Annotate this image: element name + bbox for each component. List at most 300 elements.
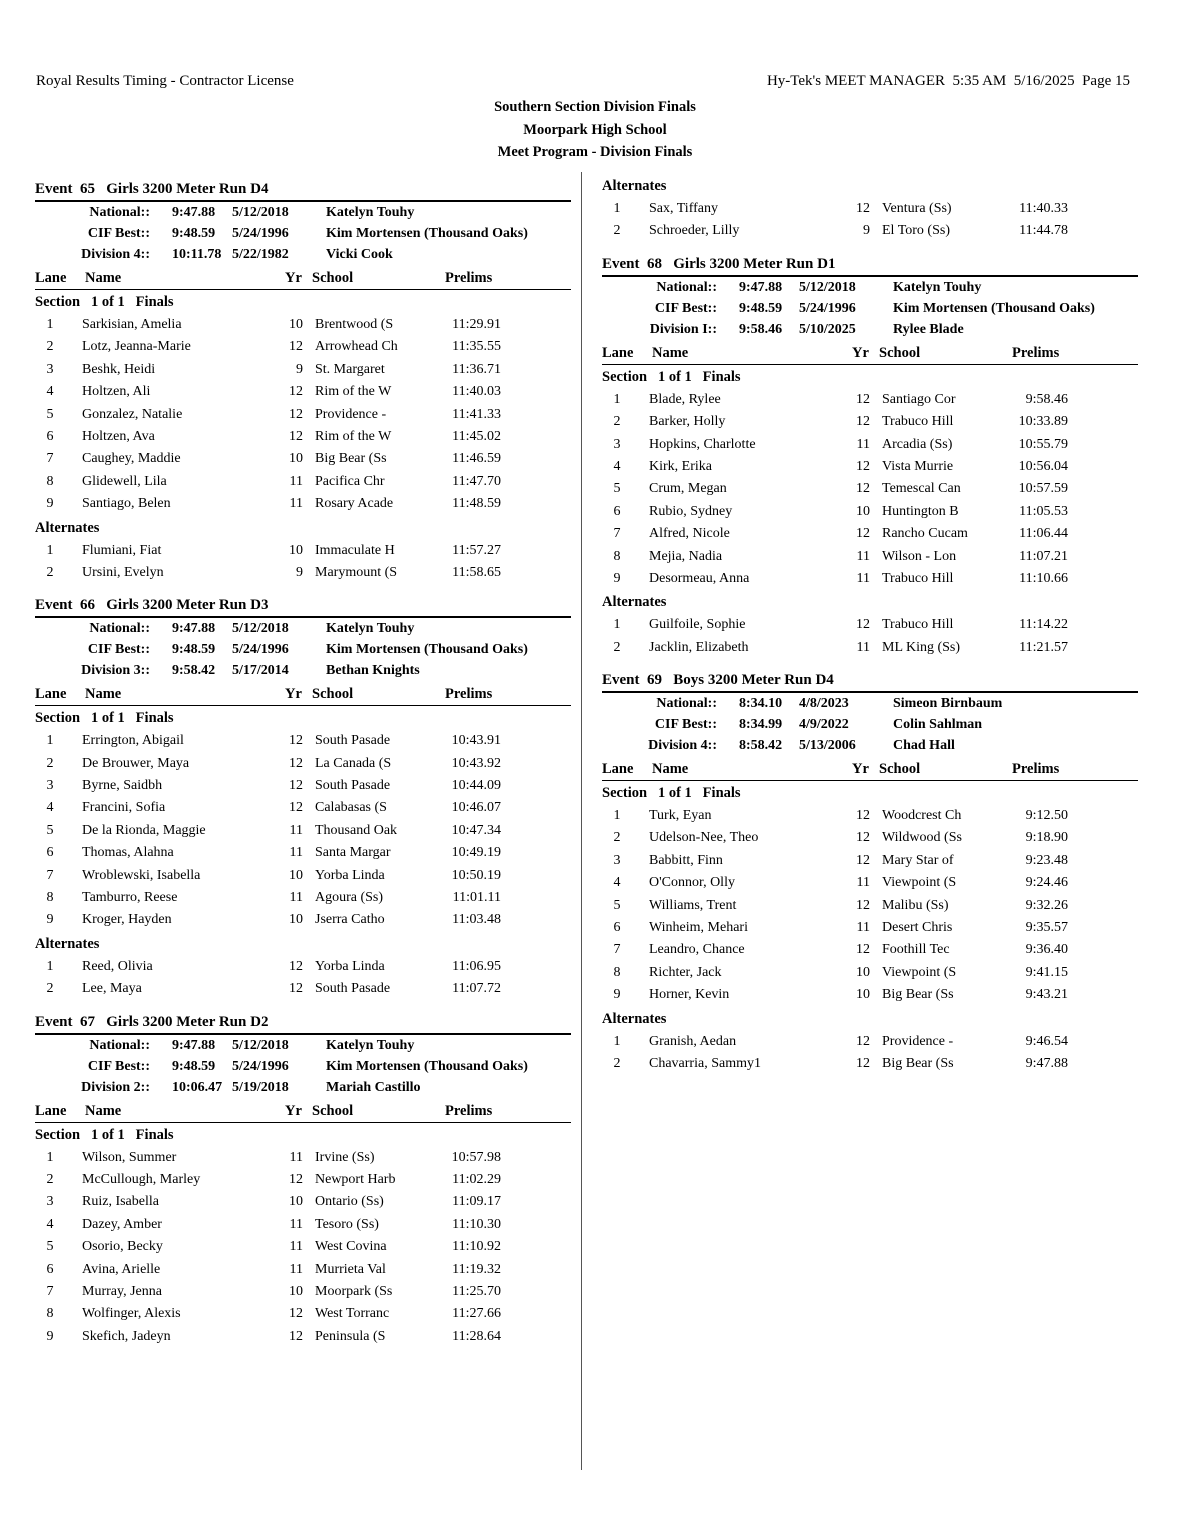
cell-school: West Torranc — [315, 1306, 390, 1322]
cell-yr: 12 — [856, 942, 870, 958]
cell-school: La Canada (S — [315, 755, 392, 771]
cell-school: Arrowhead Ch — [315, 339, 398, 355]
cell-yr: 10 — [289, 867, 303, 883]
cell-lane: 4 — [46, 384, 54, 400]
cell-name: Horner, Kevin — [649, 987, 730, 1003]
cell-name: Barker, Holly — [649, 414, 726, 430]
column-lane: Lane — [602, 761, 634, 778]
column-prelims: Prelims — [445, 686, 493, 703]
event-gap — [35, 1348, 571, 1354]
cell-school: Rosary Acade — [315, 496, 394, 512]
cell-school: Rim of the W — [315, 384, 392, 400]
table-row — [35, 1236, 571, 1258]
event-title: Event 69 Boys 3200 Meter Run D4 — [602, 672, 834, 689]
cell-time: 9:47.88 — [1025, 1055, 1068, 1071]
cell-time: 11:47.70 — [452, 473, 501, 489]
cell-lane: 1 — [46, 733, 54, 749]
cell-time: 10:56.04 — [1018, 458, 1068, 474]
section-label: Section 1 of 1 Finals — [602, 368, 741, 385]
column-prelims: Prelims — [1012, 761, 1060, 778]
cell-school: Marymount (S — [315, 564, 398, 580]
cell-time: 9:12.50 — [1025, 808, 1068, 824]
cell-name: Beshk, Heidi — [82, 361, 156, 377]
cell-time: 11:06.95 — [452, 958, 501, 974]
column-prelims: Prelims — [445, 1102, 493, 1119]
record-holder: Simeon Birnbaum — [893, 696, 1003, 712]
cell-yr: 11 — [289, 822, 303, 838]
cell-yr: 11 — [856, 639, 870, 655]
cell-lane: 1 — [613, 201, 621, 216]
cell-lane: 3 — [613, 436, 621, 452]
cell-lane: 2 — [613, 223, 621, 239]
table-row — [35, 493, 571, 515]
cell-yr: 12 — [289, 958, 303, 974]
table-row — [602, 434, 1138, 456]
cell-time: 10:50.19 — [451, 867, 501, 883]
record-time: 10:11.78 — [172, 247, 222, 262]
column-yr: Yr — [852, 344, 869, 361]
record-date: 5/12/2018 — [799, 279, 856, 295]
cell-lane: 7 — [46, 867, 54, 883]
record-row — [35, 1077, 571, 1098]
table-row — [35, 314, 571, 336]
cell-yr: 11 — [289, 890, 303, 906]
event-gap — [35, 584, 571, 590]
cell-time: 10:47.34 — [451, 822, 501, 838]
column-name: Name — [85, 270, 122, 286]
cell-school: Ontario (Ss) — [315, 1194, 384, 1210]
cell-name: Udelson-Nee, Theo — [649, 830, 759, 846]
record-holder: Bethan Knights — [326, 663, 420, 679]
record-label: CIF Best:: — [87, 226, 150, 241]
record-row — [35, 639, 571, 660]
cell-time: 11:35.55 — [452, 339, 501, 355]
record-row — [602, 277, 1138, 298]
alternates-label: Alternates — [35, 519, 100, 536]
cell-school: South Pasade — [315, 733, 391, 749]
cell-school: ML King (Ss) — [882, 639, 961, 655]
cell-time: 11:25.70 — [452, 1283, 501, 1299]
cell-lane: 7 — [46, 1283, 54, 1299]
cell-name: Leandro, Chance — [649, 942, 745, 958]
column-yr: Yr — [852, 761, 869, 778]
left-column — [35, 174, 571, 1354]
table-row — [602, 478, 1138, 500]
cell-school: Viewpoint (S — [882, 964, 957, 980]
cell-name: Skefich, Jadeyn — [82, 1328, 171, 1344]
record-holder: Katelyn Touhy — [893, 279, 982, 295]
cell-school: Irvine (Ss) — [315, 1149, 375, 1165]
record-date: 5/19/2018 — [232, 1079, 289, 1095]
cell-yr: 12 — [289, 406, 303, 422]
cell-lane: 9 — [46, 496, 54, 512]
cell-school: Huntington B — [882, 503, 959, 519]
cell-name: Tamburro, Reese — [82, 890, 178, 906]
event-gap — [35, 1001, 571, 1007]
cell-time: 10:49.19 — [451, 845, 501, 861]
record-holder: Katelyn Touhy — [326, 1037, 415, 1053]
cell-yr: 11 — [289, 496, 303, 512]
cell-lane: 2 — [46, 1171, 54, 1187]
cell-time: 11:21.57 — [1019, 639, 1068, 655]
cell-school: Santiago Cor — [882, 391, 956, 407]
cell-time: 11:07.72 — [452, 981, 501, 997]
section-label: Section 1 of 1 Finals — [602, 785, 741, 802]
record-date: 4/8/2023 — [799, 696, 849, 712]
column-name: Name — [652, 761, 689, 778]
cell-lane: 2 — [613, 830, 621, 846]
table-row — [35, 820, 571, 842]
cell-name: Gonzalez, Natalie — [82, 406, 183, 422]
cell-lane: 8 — [46, 473, 54, 489]
column-school: School — [312, 686, 354, 703]
cell-name: Glidewell, Lila — [82, 473, 167, 489]
cell-lane: 1 — [46, 317, 54, 332]
cell-lane: 3 — [46, 1194, 54, 1210]
record-label: National:: — [89, 621, 150, 637]
record-label: Division I:: — [649, 321, 717, 337]
table-row — [35, 1147, 571, 1169]
cell-time: 10:55.79 — [1018, 436, 1068, 452]
cell-time: 11:40.33 — [1019, 201, 1068, 216]
record-row — [35, 618, 571, 639]
cell-school: Arcadia (Ss) — [882, 436, 953, 452]
record-holder: Katelyn Touhy — [326, 205, 415, 220]
cell-school: Vista Murrie — [882, 458, 954, 474]
cell-yr: 11 — [289, 1261, 303, 1277]
record-time: 9:48.59 — [172, 1058, 216, 1074]
cell-yr: 9 — [296, 361, 303, 377]
cell-school: Big Bear (Ss — [882, 987, 954, 1003]
record-label: National:: — [89, 205, 150, 220]
cell-yr: 10 — [289, 1283, 303, 1299]
cell-name: Granish, Aedan — [649, 1033, 737, 1049]
cell-name: De Brouwer, Maya — [82, 755, 190, 771]
column-header-row — [35, 1100, 571, 1123]
cell-name: Williams, Trent — [649, 897, 737, 913]
table-row — [35, 404, 571, 426]
cell-yr: 12 — [856, 852, 870, 868]
event-block — [35, 594, 571, 1006]
cell-school: Desert Chris — [882, 920, 953, 936]
cell-name: Avina, Arielle — [82, 1261, 161, 1277]
record-holder: Chad Hall — [893, 738, 955, 754]
cell-time: 9:41.15 — [1025, 964, 1068, 980]
cell-school: Yorba Linda — [315, 867, 385, 883]
record-time: 9:58.46 — [739, 321, 783, 337]
table-row — [35, 978, 571, 1000]
cell-name: Richter, Jack — [649, 964, 722, 980]
record-label: National:: — [656, 696, 717, 712]
event-block — [602, 669, 1138, 1081]
record-label: CIF Best:: — [87, 642, 150, 658]
cell-name: Wilson, Summer — [82, 1149, 177, 1165]
event-block — [602, 253, 1138, 665]
record-label: CIF Best:: — [654, 300, 717, 316]
meet-title: Southern Section Division Finals — [494, 99, 696, 115]
record-holder: Vicki Cook — [326, 247, 393, 262]
cell-lane: 8 — [46, 1306, 54, 1322]
cell-name: Desormeau, Anna — [649, 570, 750, 586]
record-label: National:: — [656, 279, 717, 295]
cell-school: Wildwood (Ss — [882, 830, 962, 846]
cell-name: Caughey, Maddie — [82, 451, 181, 467]
record-holder: Kim Mortensen (Thousand Oaks) — [326, 226, 528, 241]
cell-time: 9:18.90 — [1025, 830, 1068, 846]
cell-school: Temescal Can — [882, 481, 961, 497]
cell-name: Ruiz, Isabella — [82, 1194, 159, 1210]
cell-lane: 9 — [46, 1328, 54, 1344]
table-row — [35, 540, 571, 562]
record-row — [35, 1035, 571, 1056]
cell-name: Ursini, Evelyn — [82, 564, 164, 580]
table-row — [35, 359, 571, 381]
cell-lane: 2 — [46, 981, 54, 997]
record-time: 9:48.59 — [172, 226, 216, 241]
header-left: Royal Results Timing - Contractor License — [36, 73, 294, 89]
cell-lane: 2 — [46, 339, 54, 355]
cell-time: 9:43.21 — [1025, 987, 1068, 1003]
cell-lane: 6 — [613, 920, 621, 936]
cell-name: Crum, Megan — [649, 481, 727, 497]
table-row — [602, 984, 1138, 1006]
record-row — [602, 714, 1138, 735]
cell-school: Rim of the W — [315, 428, 392, 444]
cell-lane: 4 — [46, 1216, 54, 1232]
record-time: 8:34.99 — [739, 717, 783, 733]
cell-time: 10:33.89 — [1018, 414, 1068, 430]
table-row — [602, 962, 1138, 984]
cell-lane: 7 — [46, 451, 54, 467]
cell-time: 11:45.02 — [452, 428, 501, 444]
cell-lane: 9 — [613, 570, 621, 586]
cell-lane: 8 — [613, 964, 621, 980]
table-row — [35, 865, 571, 887]
record-row — [35, 660, 571, 681]
cell-yr: 11 — [856, 920, 870, 936]
cell-lane: 4 — [613, 875, 621, 891]
cell-name: Turk, Eyan — [649, 808, 712, 824]
record-time: 9:47.88 — [172, 1037, 216, 1053]
cell-lane: 9 — [46, 912, 54, 928]
cell-name: De la Rionda, Maggie — [82, 822, 206, 838]
cell-yr: 11 — [856, 570, 870, 586]
cell-name: Blade, Rylee — [649, 391, 721, 407]
table-row — [602, 220, 1138, 242]
cell-yr: 12 — [289, 778, 303, 794]
table-row — [602, 546, 1138, 568]
column-yr: Yr — [285, 270, 302, 286]
cell-name: Lee, Maya — [82, 981, 142, 997]
alternates-label: Alternates — [35, 935, 100, 952]
cell-name: Thomas, Alahna — [82, 845, 174, 861]
cell-lane: 1 — [613, 391, 621, 407]
cell-yr: 12 — [856, 201, 870, 216]
event-gap — [602, 659, 1138, 665]
section-label: Section 1 of 1 Finals — [35, 1126, 174, 1143]
column-header-row — [35, 683, 571, 706]
record-time: 9:47.88 — [172, 621, 216, 637]
cell-lane: 1 — [46, 542, 54, 558]
cell-time: 11:09.17 — [452, 1194, 501, 1210]
cell-lane: 6 — [46, 428, 54, 444]
record-date: 5/13/2006 — [799, 738, 856, 754]
cell-name: Alfred, Nicole — [649, 526, 730, 542]
cell-lane: 7 — [613, 942, 621, 958]
cell-time: 11:36.71 — [452, 361, 501, 377]
column-school: School — [879, 344, 921, 361]
cell-time: 10:57.59 — [1018, 481, 1068, 497]
cell-school: Rancho Cucam — [882, 526, 968, 542]
cell-name: Kirk, Erika — [649, 458, 712, 474]
cell-school: West Covina — [315, 1239, 387, 1255]
cell-time: 11:48.59 — [452, 496, 501, 512]
cell-time: 10:43.91 — [451, 733, 501, 749]
cell-yr: 11 — [289, 1149, 303, 1165]
cell-name: Francini, Sofia — [82, 800, 166, 816]
column-header-row — [602, 758, 1138, 781]
cell-school: Tesoro (Ss) — [315, 1216, 379, 1232]
cell-name: Sarkisian, Amelia — [82, 317, 182, 332]
cell-yr: 12 — [289, 428, 303, 444]
cell-name: Dazey, Amber — [82, 1216, 162, 1232]
cell-name: Rubio, Sydney — [649, 503, 733, 519]
table-row — [35, 471, 571, 493]
cell-school: Moorpark (Ss — [315, 1283, 393, 1299]
record-date: 5/22/1982 — [232, 247, 289, 262]
cell-lane: 1 — [613, 617, 621, 633]
cell-name: Lotz, Jeanna-Marie — [82, 339, 191, 355]
cell-school: Newport Harb — [315, 1171, 396, 1187]
table-row — [602, 917, 1138, 939]
cell-name: Holtzen, Ava — [82, 428, 155, 444]
record-row — [602, 319, 1138, 340]
cell-school: Santa Margar — [315, 845, 391, 861]
cell-yr: 12 — [856, 414, 870, 430]
cell-lane: 5 — [46, 406, 54, 422]
table-row — [35, 730, 571, 752]
record-date: 5/24/1996 — [232, 226, 289, 241]
column-lane: Lane — [35, 1102, 67, 1119]
table-row — [602, 456, 1138, 478]
right-column — [602, 174, 1138, 1081]
cell-school: Big Bear (Ss — [882, 1055, 954, 1071]
cell-yr: 12 — [856, 897, 870, 913]
column-lane: Lane — [35, 686, 67, 703]
column-school: School — [879, 761, 921, 778]
cell-yr: 12 — [289, 1306, 303, 1322]
cell-yr: 11 — [856, 875, 870, 891]
table-row — [602, 637, 1138, 659]
cell-school: Trabuco Hill — [882, 570, 954, 586]
meet-venue: Moorpark High School — [523, 121, 667, 138]
record-row — [35, 1056, 571, 1077]
alternates-label: Alternates — [602, 594, 667, 611]
cell-lane: 3 — [613, 852, 621, 868]
column-yr: Yr — [285, 1102, 302, 1119]
record-holder: Kim Mortensen (Thousand Oaks) — [893, 300, 1095, 316]
cell-lane: 3 — [46, 778, 54, 794]
table-row — [602, 614, 1138, 636]
cell-school: Jserra Catho — [315, 912, 385, 928]
event-block — [35, 178, 571, 590]
section-label: Section 1 of 1 Finals — [35, 710, 174, 727]
record-time: 9:48.59 — [172, 642, 216, 658]
cell-school: Pacifica Chr — [315, 473, 385, 489]
record-label: Division 3:: — [81, 663, 150, 679]
cell-name: Osorio, Becky — [82, 1239, 163, 1255]
cell-yr: 12 — [289, 981, 303, 997]
cell-lane: 4 — [613, 458, 621, 474]
column-name: Name — [652, 344, 689, 361]
cell-yr: 12 — [289, 339, 303, 355]
cell-time: 11:07.21 — [1019, 548, 1068, 564]
table-row — [602, 872, 1138, 894]
record-date: 4/9/2022 — [799, 717, 849, 733]
cell-yr: 12 — [289, 1328, 303, 1344]
cell-name: Flumiani, Fiat — [82, 542, 162, 558]
table-row — [602, 523, 1138, 545]
cell-school: Woodcrest Ch — [882, 808, 962, 824]
record-label: Division 4:: — [648, 738, 717, 754]
alternates-label: Alternates — [602, 1010, 667, 1027]
column-header-row — [602, 342, 1138, 365]
table-row — [35, 1326, 571, 1348]
cell-yr: 12 — [289, 384, 303, 400]
record-date: 5/12/2018 — [232, 205, 289, 220]
cell-yr: 10 — [289, 1194, 303, 1210]
cell-school: St. Margaret — [315, 361, 385, 377]
cell-time: 11:57.27 — [452, 542, 501, 558]
cell-time: 11:19.32 — [452, 1261, 501, 1277]
table-row — [602, 895, 1138, 917]
cell-yr: 12 — [856, 458, 870, 474]
cell-yr: 11 — [289, 845, 303, 861]
column-prelims: Prelims — [445, 270, 493, 286]
cell-lane: 6 — [46, 1261, 54, 1277]
table-row — [602, 939, 1138, 961]
record-holder: Kim Mortensen (Thousand Oaks) — [326, 1058, 528, 1074]
cell-yr: 12 — [289, 1171, 303, 1187]
record-holder: Mariah Castillo — [326, 1079, 421, 1095]
cell-lane: 3 — [46, 361, 54, 377]
cell-name: Schroeder, Lilly — [649, 223, 740, 239]
table-row — [35, 775, 571, 797]
record-time: 10:06.47 — [172, 1079, 223, 1095]
cell-school: Immaculate H — [315, 542, 395, 558]
alternates-label: Alternates — [602, 178, 667, 194]
event-title: Event 65 Girls 3200 Meter Run D4 — [35, 181, 269, 197]
cell-lane: 2 — [613, 1055, 621, 1071]
cell-time: 11:10.66 — [1019, 570, 1068, 586]
record-holder: Colin Sahlman — [893, 717, 983, 733]
table-row — [35, 1214, 571, 1236]
record-holder: Kim Mortensen (Thousand Oaks) — [326, 642, 528, 658]
cell-time: 9:58.46 — [1025, 391, 1068, 407]
column-header-row — [35, 267, 571, 290]
column-school: School — [312, 270, 354, 286]
cell-lane: 5 — [613, 897, 621, 913]
cell-lane: 1 — [613, 1033, 621, 1049]
cell-yr: 12 — [856, 481, 870, 497]
cell-time: 11:01.11 — [452, 890, 501, 906]
cell-name: Guilfoile, Sophie — [649, 617, 746, 633]
cell-name: Chavarria, Sammy1 — [649, 1055, 761, 1071]
record-time: 8:58.42 — [739, 738, 783, 754]
header-right: Hy-Tek's MEET MANAGER 5:35 AM 5/16/2025 Page 15 — [766, 73, 1130, 89]
cell-name: Hopkins, Charlotte — [649, 436, 756, 452]
cell-name: Sax, Tiffany — [649, 201, 718, 216]
